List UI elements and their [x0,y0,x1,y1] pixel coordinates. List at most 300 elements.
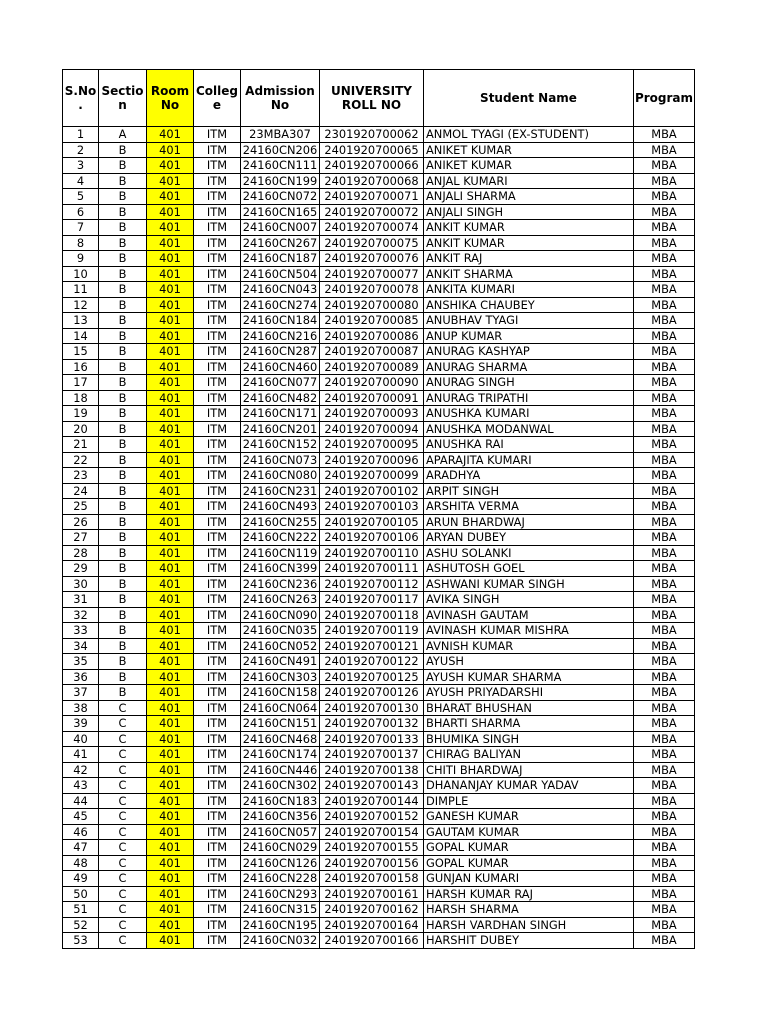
table-row [63,623,695,639]
cell-room-no: 401 [147,855,194,871]
cell-sno: 11 [63,282,99,298]
cell-program: MBA [634,576,695,592]
cell-student-name: ANJALI SHARMA [424,189,634,205]
cell-program: MBA [634,282,695,298]
cell-student-name: ASHU SOLANKI [424,545,634,561]
cell-room-no: 401 [147,437,194,453]
cell-room-no: 401 [147,886,194,902]
cell-college: ITM [194,452,241,468]
cell-university-roll-no: 2401920700091 [320,390,424,406]
cell-section: B [99,344,147,360]
cell-student-name: ANUBHAV TYAGI [424,313,634,329]
table-row [63,437,695,453]
cell-university-roll-no: 2401920700075 [320,235,424,251]
cell-section: C [99,886,147,902]
cell-room-no: 401 [147,452,194,468]
cell-admission-no: 24160CN468 [241,731,320,747]
cell-program: MBA [634,716,695,732]
cell-college: ITM [194,421,241,437]
cell-admission-no: 24160CN302 [241,778,320,794]
cell-university-roll-no: 2401920700156 [320,855,424,871]
cell-college: ITM [194,902,241,918]
cell-college: ITM [194,514,241,530]
cell-program: MBA [634,344,695,360]
cell-university-roll-no: 2401920700086 [320,328,424,344]
cell-college: ITM [194,173,241,189]
cell-program: MBA [634,778,695,794]
cell-section: C [99,762,147,778]
cell-university-roll-no: 2401920700143 [320,778,424,794]
cell-section: B [99,452,147,468]
cell-college: ITM [194,778,241,794]
cell-university-roll-no: 2401920700096 [320,452,424,468]
cell-student-name: ARSHITA VERMA [424,499,634,515]
table-row [63,638,695,654]
table-row [63,468,695,484]
cell-sno: 46 [63,824,99,840]
cell-room-no: 401 [147,158,194,174]
cell-admission-no: 24160CN199 [241,173,320,189]
cell-admission-no: 24160CN077 [241,375,320,391]
cell-program: MBA [634,793,695,809]
cell-college: ITM [194,390,241,406]
cell-student-name: HARSH SHARMA [424,902,634,918]
cell-university-roll-no: 2401920700072 [320,204,424,220]
table-row [63,731,695,747]
cell-room-no: 401 [147,297,194,313]
cell-university-roll-no: 2401920700111 [320,561,424,577]
cell-program: MBA [634,871,695,887]
cell-program: MBA [634,142,695,158]
table-row [63,855,695,871]
cell-room-no: 401 [147,468,194,484]
cell-sno: 12 [63,297,99,313]
cell-room-no: 401 [147,902,194,918]
cell-section: B [99,297,147,313]
cell-sno: 22 [63,452,99,468]
cell-section: C [99,809,147,825]
cell-university-roll-no: 2401920700066 [320,158,424,174]
cell-university-roll-no: 2401920700094 [320,421,424,437]
table-body [63,127,695,949]
cell-sno: 43 [63,778,99,794]
cell-room-no: 401 [147,762,194,778]
cell-section: B [99,173,147,189]
cell-university-roll-no: 2401920700099 [320,468,424,484]
cell-section: C [99,902,147,918]
cell-section: B [99,576,147,592]
cell-college: ITM [194,917,241,933]
cell-sno: 3 [63,158,99,174]
cell-college: ITM [194,313,241,329]
cell-program: MBA [634,235,695,251]
cell-university-roll-no: 2401920700132 [320,716,424,732]
cell-student-name: AYUSH KUMAR SHARMA [424,669,634,685]
cell-college: ITM [194,127,241,143]
cell-room-no: 401 [147,204,194,220]
cell-student-name: BHUMIKA SINGH [424,731,634,747]
table-row [63,313,695,329]
table-row [63,716,695,732]
cell-admission-no: 24160CN491 [241,654,320,670]
cell-program: MBA [634,313,695,329]
cell-sno: 15 [63,344,99,360]
cell-university-roll-no: 2401920700119 [320,623,424,639]
cell-admission-no: 24160CN493 [241,499,320,515]
cell-program: MBA [634,824,695,840]
cell-section: C [99,731,147,747]
cell-college: ITM [194,328,241,344]
cell-sno: 4 [63,173,99,189]
cell-sno: 17 [63,375,99,391]
cell-sno: 1 [63,127,99,143]
cell-student-name: BHARTI SHARMA [424,716,634,732]
table-row [63,406,695,422]
cell-college: ITM [194,576,241,592]
cell-section: B [99,483,147,499]
cell-university-roll-no: 2401920700166 [320,933,424,949]
header-university-roll-no: UNIVERSITY ROLL NO [320,70,424,127]
cell-room-no: 401 [147,669,194,685]
table-row [63,173,695,189]
cell-room-no: 401 [147,173,194,189]
cell-university-roll-no: 2401920700164 [320,917,424,933]
cell-college: ITM [194,855,241,871]
cell-room-no: 401 [147,561,194,577]
cell-university-roll-no: 2401920700077 [320,266,424,282]
cell-student-name: ASHWANI KUMAR SINGH [424,576,634,592]
cell-sno: 34 [63,638,99,654]
cell-university-roll-no: 2401920700152 [320,809,424,825]
cell-university-roll-no: 2401920700089 [320,359,424,375]
cell-admission-no: 24160CN072 [241,189,320,205]
cell-college: ITM [194,282,241,298]
cell-university-roll-no: 2401920700126 [320,685,424,701]
cell-room-no: 401 [147,220,194,236]
cell-room-no: 401 [147,917,194,933]
cell-sno: 44 [63,793,99,809]
cell-student-name: HARSH KUMAR RAJ [424,886,634,902]
cell-room-no: 401 [147,824,194,840]
cell-college: ITM [194,375,241,391]
cell-college: ITM [194,142,241,158]
cell-student-name: GANESH KUMAR [424,809,634,825]
cell-university-roll-no: 2401920700137 [320,747,424,763]
cell-student-name: AVINASH KUMAR MISHRA [424,623,634,639]
table-row [63,700,695,716]
cell-room-no: 401 [147,235,194,251]
cell-room-no: 401 [147,778,194,794]
cell-student-name: GOPAL KUMAR [424,855,634,871]
header-student-name: Student Name [424,70,634,127]
cell-student-name: ASHUTOSH GOEL [424,561,634,577]
cell-admission-no: 24160CN174 [241,747,320,763]
cell-program: MBA [634,809,695,825]
table-row [63,778,695,794]
cell-admission-no: 24160CN052 [241,638,320,654]
cell-college: ITM [194,437,241,453]
cell-room-no: 401 [147,623,194,639]
cell-admission-no: 24160CN187 [241,251,320,267]
cell-sno: 10 [63,266,99,282]
cell-program: MBA [634,886,695,902]
table-row [63,158,695,174]
cell-section: C [99,716,147,732]
cell-section: B [99,499,147,515]
cell-admission-no: 24160CN152 [241,437,320,453]
cell-student-name: ANUP KUMAR [424,328,634,344]
cell-admission-no: 24160CN151 [241,716,320,732]
cell-sno: 42 [63,762,99,778]
table-row [63,793,695,809]
cell-admission-no: 24160CN460 [241,359,320,375]
cell-admission-no: 24160CN032 [241,933,320,949]
table-row [63,282,695,298]
cell-room-no: 401 [147,499,194,515]
table-row [63,266,695,282]
cell-program: MBA [634,855,695,871]
cell-section: C [99,793,147,809]
cell-student-name: ANUSHKA MODANWAL [424,421,634,437]
cell-university-roll-no: 2401920700105 [320,514,424,530]
cell-program: MBA [634,933,695,949]
cell-admission-no: 24160CN356 [241,809,320,825]
cell-section: B [99,158,147,174]
cell-room-no: 401 [147,545,194,561]
table-row [63,840,695,856]
cell-admission-no: 24160CN216 [241,328,320,344]
cell-university-roll-no: 2401920700085 [320,313,424,329]
cell-section: B [99,530,147,546]
cell-program: MBA [634,840,695,856]
cell-university-roll-no: 2401920700122 [320,654,424,670]
cell-student-name: ARUN BHARDWAJ [424,514,634,530]
cell-college: ITM [194,840,241,856]
cell-university-roll-no: 2401920700087 [320,344,424,360]
cell-admission-no: 24160CN504 [241,266,320,282]
cell-college: ITM [194,793,241,809]
cell-sno: 8 [63,235,99,251]
cell-university-roll-no: 2401920700118 [320,607,424,623]
cell-sno: 2 [63,142,99,158]
cell-university-roll-no: 2401920700102 [320,483,424,499]
cell-sno: 52 [63,917,99,933]
cell-student-name: CHIRAG BALIYAN [424,747,634,763]
cell-section: B [99,282,147,298]
cell-university-roll-no: 2401920700080 [320,297,424,313]
cell-university-roll-no: 2401920700093 [320,406,424,422]
cell-admission-no: 24160CN080 [241,468,320,484]
cell-section: B [99,313,147,329]
table-row [63,127,695,143]
cell-admission-no: 24160CN446 [241,762,320,778]
cell-section: B [99,220,147,236]
cell-program: MBA [634,204,695,220]
cell-section: B [99,390,147,406]
cell-student-name: AVIKA SINGH [424,592,634,608]
cell-college: ITM [194,607,241,623]
cell-admission-no: 24160CN183 [241,793,320,809]
cell-program: MBA [634,406,695,422]
cell-program: MBA [634,421,695,437]
cell-university-roll-no: 2401920700161 [320,886,424,902]
cell-student-name: ANJAL KUMARI [424,173,634,189]
table-row [63,669,695,685]
cell-college: ITM [194,344,241,360]
cell-section: C [99,824,147,840]
cell-admission-no: 24160CN090 [241,607,320,623]
cell-admission-no: 24160CN184 [241,313,320,329]
cell-university-roll-no: 2401920700110 [320,545,424,561]
cell-student-name: HARSH VARDHAN SINGH [424,917,634,933]
cell-sno: 28 [63,545,99,561]
cell-sno: 7 [63,220,99,236]
cell-sno: 37 [63,685,99,701]
table-row [63,762,695,778]
cell-college: ITM [194,220,241,236]
cell-sno: 47 [63,840,99,856]
table-row [63,592,695,608]
cell-university-roll-no: 2401920700121 [320,638,424,654]
cell-college: ITM [194,406,241,422]
cell-admission-no: 24160CN231 [241,483,320,499]
cell-section: B [99,328,147,344]
cell-college: ITM [194,700,241,716]
cell-student-name: ANUSHKA RAI [424,437,634,453]
cell-room-no: 401 [147,793,194,809]
cell-program: MBA [634,669,695,685]
cell-program: MBA [634,917,695,933]
cell-college: ITM [194,623,241,639]
cell-admission-no: 24160CN206 [241,142,320,158]
cell-university-roll-no: 2401920700090 [320,375,424,391]
header-admission-no: Admission No [241,70,320,127]
cell-sno: 33 [63,623,99,639]
cell-university-roll-no: 2401920700133 [320,731,424,747]
table-row [63,421,695,437]
cell-sno: 32 [63,607,99,623]
cell-student-name: ANURAG SINGH [424,375,634,391]
cell-section: B [99,638,147,654]
cell-admission-no: 24160CN315 [241,902,320,918]
cell-section: B [99,623,147,639]
cell-section: B [99,437,147,453]
cell-room-no: 401 [147,344,194,360]
cell-college: ITM [194,809,241,825]
cell-college: ITM [194,468,241,484]
cell-room-no: 401 [147,840,194,856]
cell-section: B [99,204,147,220]
cell-university-roll-no: 2401920700065 [320,142,424,158]
cell-student-name: DIMPLE [424,793,634,809]
table-row [63,204,695,220]
table-row [63,328,695,344]
cell-program: MBA [634,483,695,499]
cell-college: ITM [194,747,241,763]
cell-college: ITM [194,654,241,670]
cell-admission-no: 24160CN255 [241,514,320,530]
cell-section: B [99,545,147,561]
cell-sno: 31 [63,592,99,608]
cell-section: B [99,189,147,205]
cell-section: B [99,421,147,437]
cell-student-name: GUNJAN KUMARI [424,871,634,887]
cell-admission-no: 24160CN119 [241,545,320,561]
cell-sno: 14 [63,328,99,344]
cell-student-name: ANJALI SINGH [424,204,634,220]
cell-university-roll-no: 2401920700130 [320,700,424,716]
cell-section: C [99,933,147,949]
table-row [63,685,695,701]
cell-section: B [99,375,147,391]
cell-student-name: ANKIT KUMAR [424,220,634,236]
cell-student-name: ANIKET KUMAR [424,142,634,158]
table-row [63,344,695,360]
cell-section: B [99,607,147,623]
cell-admission-no: 24160CN171 [241,406,320,422]
cell-sno: 13 [63,313,99,329]
cell-college: ITM [194,638,241,654]
table-row [63,576,695,592]
cell-program: MBA [634,251,695,267]
cell-section: B [99,251,147,267]
cell-admission-no: 24160CN035 [241,623,320,639]
cell-university-roll-no: 2401920700068 [320,173,424,189]
cell-section: A [99,127,147,143]
cell-section: B [99,514,147,530]
cell-student-name: ANUSHKA KUMARI [424,406,634,422]
cell-section: C [99,855,147,871]
table-row [63,824,695,840]
table-row [63,375,695,391]
cell-program: MBA [634,654,695,670]
cell-university-roll-no: 2401920700138 [320,762,424,778]
table-row [63,220,695,236]
cell-sno: 39 [63,716,99,732]
table-row [63,607,695,623]
cell-section: B [99,406,147,422]
cell-program: MBA [634,561,695,577]
cell-university-roll-no: 2401920700158 [320,871,424,887]
cell-student-name: ANSHIKA CHAUBEY [424,297,634,313]
cell-admission-no: 24160CN043 [241,282,320,298]
cell-college: ITM [194,499,241,515]
cell-room-no: 401 [147,716,194,732]
header-college: Colleg e [194,70,241,127]
cell-section: B [99,468,147,484]
cell-program: MBA [634,359,695,375]
table-row [63,871,695,887]
table-row [63,809,695,825]
cell-college: ITM [194,266,241,282]
cell-program: MBA [634,685,695,701]
cell-university-roll-no: 2301920700062 [320,127,424,143]
cell-college: ITM [194,762,241,778]
cell-room-no: 401 [147,871,194,887]
cell-student-name: AVINASH GAUTAM [424,607,634,623]
header-row [63,70,695,127]
cell-program: MBA [634,173,695,189]
cell-admission-no: 24160CN399 [241,561,320,577]
cell-sno: 53 [63,933,99,949]
cell-room-no: 401 [147,375,194,391]
cell-section: B [99,592,147,608]
cell-program: MBA [634,902,695,918]
cell-program: MBA [634,747,695,763]
cell-sno: 51 [63,902,99,918]
cell-sno: 38 [63,700,99,716]
cell-room-no: 401 [147,933,194,949]
